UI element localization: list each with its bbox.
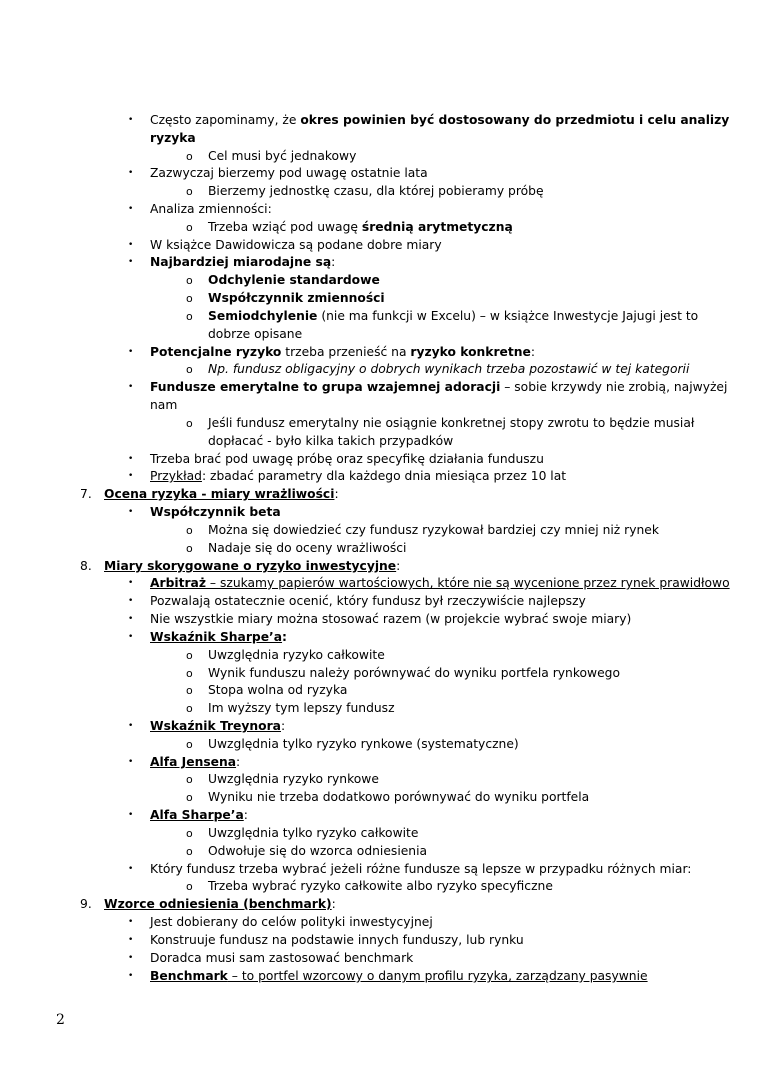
sub-bullet-icon: o — [186, 684, 193, 697]
bullet-icon: • — [128, 632, 134, 642]
list-item: Nie wszystkie miary można stosować razem (w projekcie wybrać swoje miary) — [150, 612, 632, 626]
list-item: Jest dobierany do celów polityki inwestycyjnej — [150, 915, 433, 929]
sub-bullet-icon: o — [186, 274, 193, 287]
list-item: Zazwyczaj bierzemy pod uwagę ostatnie lata — [150, 166, 428, 180]
bullet-icon: • — [128, 953, 134, 963]
list-item: Alfa Sharpe’a: — [150, 808, 248, 822]
list-item: Wskaźnik Sharpe’a: — [150, 630, 287, 644]
section-heading: Ocena ryzyka - miary wrażliwości: — [104, 487, 339, 501]
sub-list-item: Bierzemy jednostkę czasu, dla której pobieramy próbę — [208, 184, 544, 198]
sub-bullet-icon: o — [186, 417, 193, 430]
sub-list-item: Uwzględnia tylko ryzyko rynkowe (systematyczne) — [208, 737, 519, 751]
bullet-icon: • — [128, 471, 134, 481]
sub-list-item: Odchylenie standardowe — [208, 273, 380, 287]
bullet-icon: • — [128, 935, 134, 945]
sub-list-item: Wynik funduszu należy porównywać do wyniku portfela rynkowego — [208, 666, 620, 680]
sub-bullet-icon: o — [186, 221, 193, 234]
sub-list-item: Np. fundusz obligacyjny o dobrych wynikach trzeba pozostawić w tej kategorii — [208, 362, 690, 376]
bullet-icon: • — [128, 578, 134, 588]
sub-list-item: Cel musi być jednakowy — [208, 149, 357, 163]
sub-list-item-continuation: dopłacać - było kilka takich przypadków — [208, 434, 454, 448]
sub-list-item: Współczynnik zmienności — [208, 291, 385, 305]
page-number: 2 — [56, 1012, 65, 1028]
sub-list-item: Trzeba wybrać ryzyko całkowite albo ryzyko specyficzne — [208, 879, 553, 893]
bullet-icon: • — [128, 596, 134, 606]
sub-list-item: Im wyższy tym lepszy fundusz — [208, 701, 395, 715]
section-heading: Wzorce odniesienia (benchmark): — [104, 897, 336, 911]
list-item-continuation: nam — [150, 398, 178, 412]
bullet-icon: • — [128, 115, 134, 125]
sub-bullet-icon: o — [186, 524, 193, 537]
sub-bullet-icon: o — [186, 150, 193, 163]
bullet-icon: • — [128, 757, 134, 767]
sub-bullet-icon: o — [186, 827, 193, 840]
list-item: Współczynnik beta — [150, 505, 281, 519]
bullet-icon: • — [128, 971, 134, 981]
list-item: Potencjalne ryzyko trzeba przenieść na ryzyko konkretne: — [150, 345, 535, 359]
bullet-icon: • — [128, 864, 134, 874]
sub-list-item: Odwołuje się do wzorca odniesienia — [208, 844, 428, 858]
list-item: Trzeba brać pod uwagę próbę oraz specyfikę działania funduszu — [150, 452, 544, 466]
sub-bullet-icon: o — [186, 702, 193, 715]
sub-bullet-icon: o — [186, 791, 193, 804]
bullet-icon: • — [128, 614, 134, 624]
sub-list-item: Trzeba wziąć pod uwagę średnią arytmetyczną — [208, 220, 513, 234]
bullet-icon: • — [128, 721, 134, 731]
list-item: Pozwalają ostatecznie ocenić, który fundusz był rzeczywiście najlepszy — [150, 594, 586, 608]
list-item: Fundusze emerytalne to grupa wzajemnej adoracji – sobie krzywdy nie zrobią, najwyżej — [150, 380, 728, 394]
sub-bullet-icon: o — [186, 310, 193, 323]
sub-list-item: Uwzględnia ryzyko rynkowe — [208, 772, 379, 786]
sub-list-item: Semiodchylenie (nie ma funkcji w Excelu) – w książce Inwestycje Jajugi jest to — [208, 309, 699, 323]
sub-list-item: Stopa wolna od ryzyka — [208, 683, 348, 697]
sub-list-item: Jeśli fundusz emerytalny nie osiągnie konkretnej stopy zwrotu to będzie musiał — [208, 416, 695, 430]
sub-list-item: Uwzględnia tylko ryzyko całkowite — [208, 826, 419, 840]
section-number: 8. — [80, 559, 92, 573]
sub-list-item: Nadaje się do oceny wrażliwości — [208, 541, 407, 555]
section-number: 9. — [80, 897, 92, 911]
bullet-icon: • — [128, 382, 134, 392]
list-item: Benchmark – to portfel wzorcowy o danym profilu ryzyka, zarządzany pasywnie — [150, 969, 648, 983]
bullet-icon: • — [128, 454, 134, 464]
bullet-icon: • — [128, 257, 134, 267]
list-item: Który fundusz trzeba wybrać jeżeli różne fundusze są lepsze w przypadku różnych miar: — [150, 862, 692, 876]
sub-bullet-icon: o — [186, 185, 193, 198]
list-item: Alfa Jensena: — [150, 755, 241, 769]
list-item: Często zapominamy, że okres powinien być dostosowany do przedmiotu i celu analizy — [150, 113, 730, 127]
list-item-continuation: ryzyka — [150, 131, 196, 145]
bullet-icon: • — [128, 240, 134, 250]
sub-bullet-icon: o — [186, 845, 193, 858]
list-item: W książce Dawidowicza są podane dobre miary — [150, 238, 442, 252]
sub-list-item-continuation: dobrze opisane — [208, 327, 303, 341]
sub-list-item: Można się dowiedzieć czy fundusz ryzykował bardziej czy mniej niż rynek — [208, 523, 659, 537]
sub-list-item: Wyniku nie trzeba dodatkowo porównywać do wyniku portfela — [208, 790, 590, 804]
section-heading: Miary skorygowane o ryzyko inwestycyjne: — [104, 559, 401, 573]
sub-bullet-icon: o — [186, 773, 193, 786]
sub-bullet-icon: o — [186, 363, 193, 376]
bullet-icon: • — [128, 810, 134, 820]
list-item: Doradca musi sam zastosować benchmark — [150, 951, 414, 965]
sub-bullet-icon: o — [186, 667, 193, 680]
list-item: Konstruuje fundusz na podstawie innych funduszy, lub rynku — [150, 933, 524, 947]
bullet-icon: • — [128, 347, 134, 357]
list-item: Najbardziej miarodajne są: — [150, 255, 336, 269]
bullet-icon: • — [128, 507, 134, 517]
list-item: Analiza zmienności: — [150, 202, 272, 216]
sub-bullet-icon: o — [186, 542, 193, 555]
bullet-icon: • — [128, 204, 134, 214]
list-item: Wskaźnik Treynora: — [150, 719, 286, 733]
bullet-icon: • — [128, 917, 134, 927]
sub-bullet-icon: o — [186, 649, 193, 662]
list-item: Przykład: zbadać parametry dla każdego dnia miesiąca przez 10 lat — [150, 469, 567, 483]
section-number: 7. — [80, 487, 92, 501]
sub-list-item: Uwzględnia ryzyko całkowite — [208, 648, 385, 662]
list-item: Arbitraż – szukamy papierów wartościowych, które nie są wycenione przez rynek prawidłowo — [150, 576, 730, 590]
sub-bullet-icon: o — [186, 738, 193, 751]
sub-bullet-icon: o — [186, 292, 193, 305]
sub-bullet-icon: o — [186, 880, 193, 893]
bullet-icon: • — [128, 168, 134, 178]
